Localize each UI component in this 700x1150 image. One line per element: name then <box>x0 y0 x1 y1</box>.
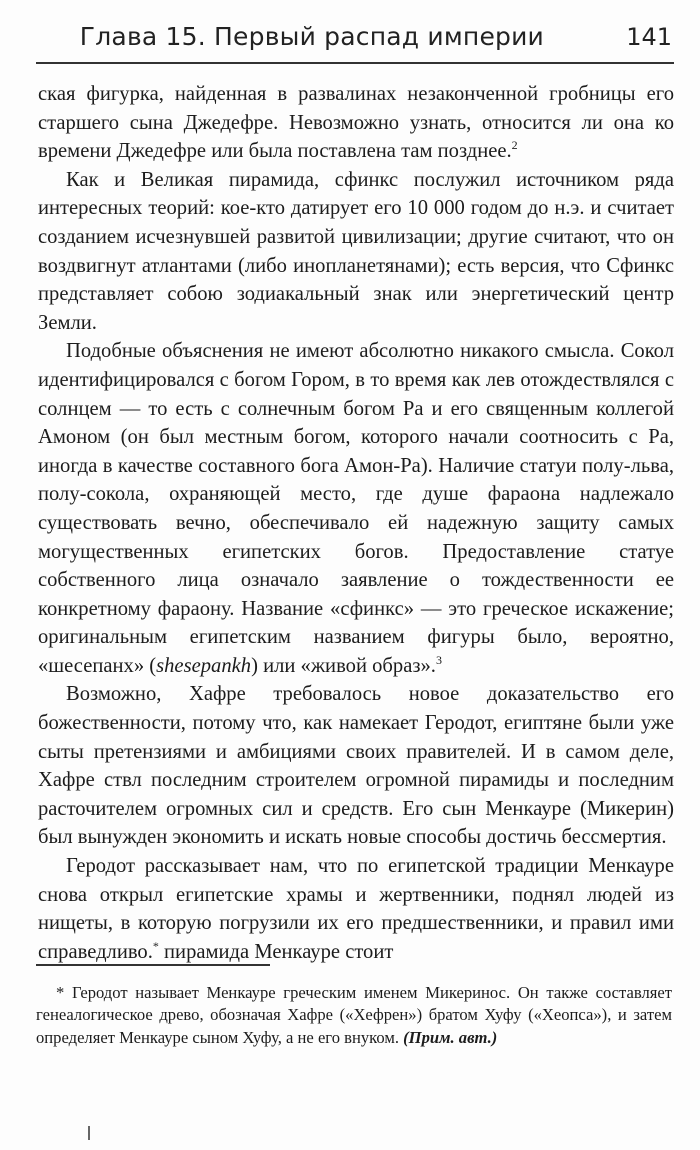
main-text <box>38 80 674 966</box>
paragraph-2: Как и Великая пирамида, сфинкс послужил источником ряда интересных теорий: кое-кто датирует его 10 000 годом до н.э. и считает созданием исчезнувшей развитой цивилизации; другие считают, что он воздвигнут атлантами (либо инопланетянами); есть версия, что Сфинкс представляет собою зодиакальный знак или энергетический центр Земли. <box>38 168 674 334</box>
italic-term: shesepankh <box>156 654 252 677</box>
endnote-ref-2: 2 <box>511 138 518 153</box>
paragraph-1: ская фигурка, найденная в развалинах незаконченной гробницы его старшего сына Джедефре. Невозможно узнать, относится ли она ко времени Джедефре или была поставлена там позднее.$^2$ <box>38 83 674 163</box>
footnote-marker: * <box>152 938 159 953</box>
chapter-title: Глава 15. Первый распад империи <box>79 22 544 51</box>
footnote-rule <box>36 964 270 966</box>
scan-mark <box>88 1126 90 1140</box>
paragraph-5: Геродот рассказывает нам, что по египетской традиции Менкауре снова открыл египетские храмы и жертвенники, поднял людей из нищеты, в которую погрузили их его предшественники, и правил ими справедливо.* пирамида Менкауре стоит <box>38 855 674 963</box>
header-rule <box>36 62 674 64</box>
footnote-star: * <box>56 983 65 1002</box>
endnote-ref-3: 3 <box>435 653 442 668</box>
footnote-text: * Геродот называет Менкауре греческим именем Микеринос. Он также составляет генеалогическое древо, обозначая Хафре («Хефрен») братом Хуфу («Хеопса»), и затем определяет Менкауре сыном Хуфу, а не его внуком. (Прим. авт.) <box>36 983 672 1047</box>
running-header <box>40 18 672 58</box>
page-number: 141 <box>626 23 672 51</box>
footnote <box>36 982 672 1049</box>
author-note: (Прим. авт.) <box>403 1027 498 1047</box>
paragraph-3: Подобные объяснения не имеют абсолютно никакого смысла. Сокол идентифицировался с богом Гором, в то время как лев отождествлялся с солнцем — то есть с солнечным богом Ра и его священным коллегой Амоном (он был местным богом, которого начали соотносить с Ра, иногда в качестве составного бога Амон-Ра). Наличие статуи полу-льва, полу-сокола, охраняющей место, где душе фараона надлежало существовать вечно, обеспечивало ей надежную защиту самых могущественных египетских богов. Предоставление статуе собственного лица означало заявление о тождественности ее конкретному фараону. Название «сфинкс» — это греческое искажение; оригинальным египетским названием фигуры было, вероятно, «шесепанх» (shesepankh) или «живой образ».$^3$ <box>38 340 674 677</box>
paragraph-4: Возможно, Хафре требовалось новое доказательство его божественности, потому что, как намекает Геродот, египтяне были уже сыты претензиями и амбициями своих правителей. И в самом деле, Хафре ствл последним строителем огромной пирамиды и последним расточителем огромных сил и средств. Его сын Менкауре (Микерин) был вынужден экономить и искать новые способы достичь бессмертия. <box>38 683 674 849</box>
